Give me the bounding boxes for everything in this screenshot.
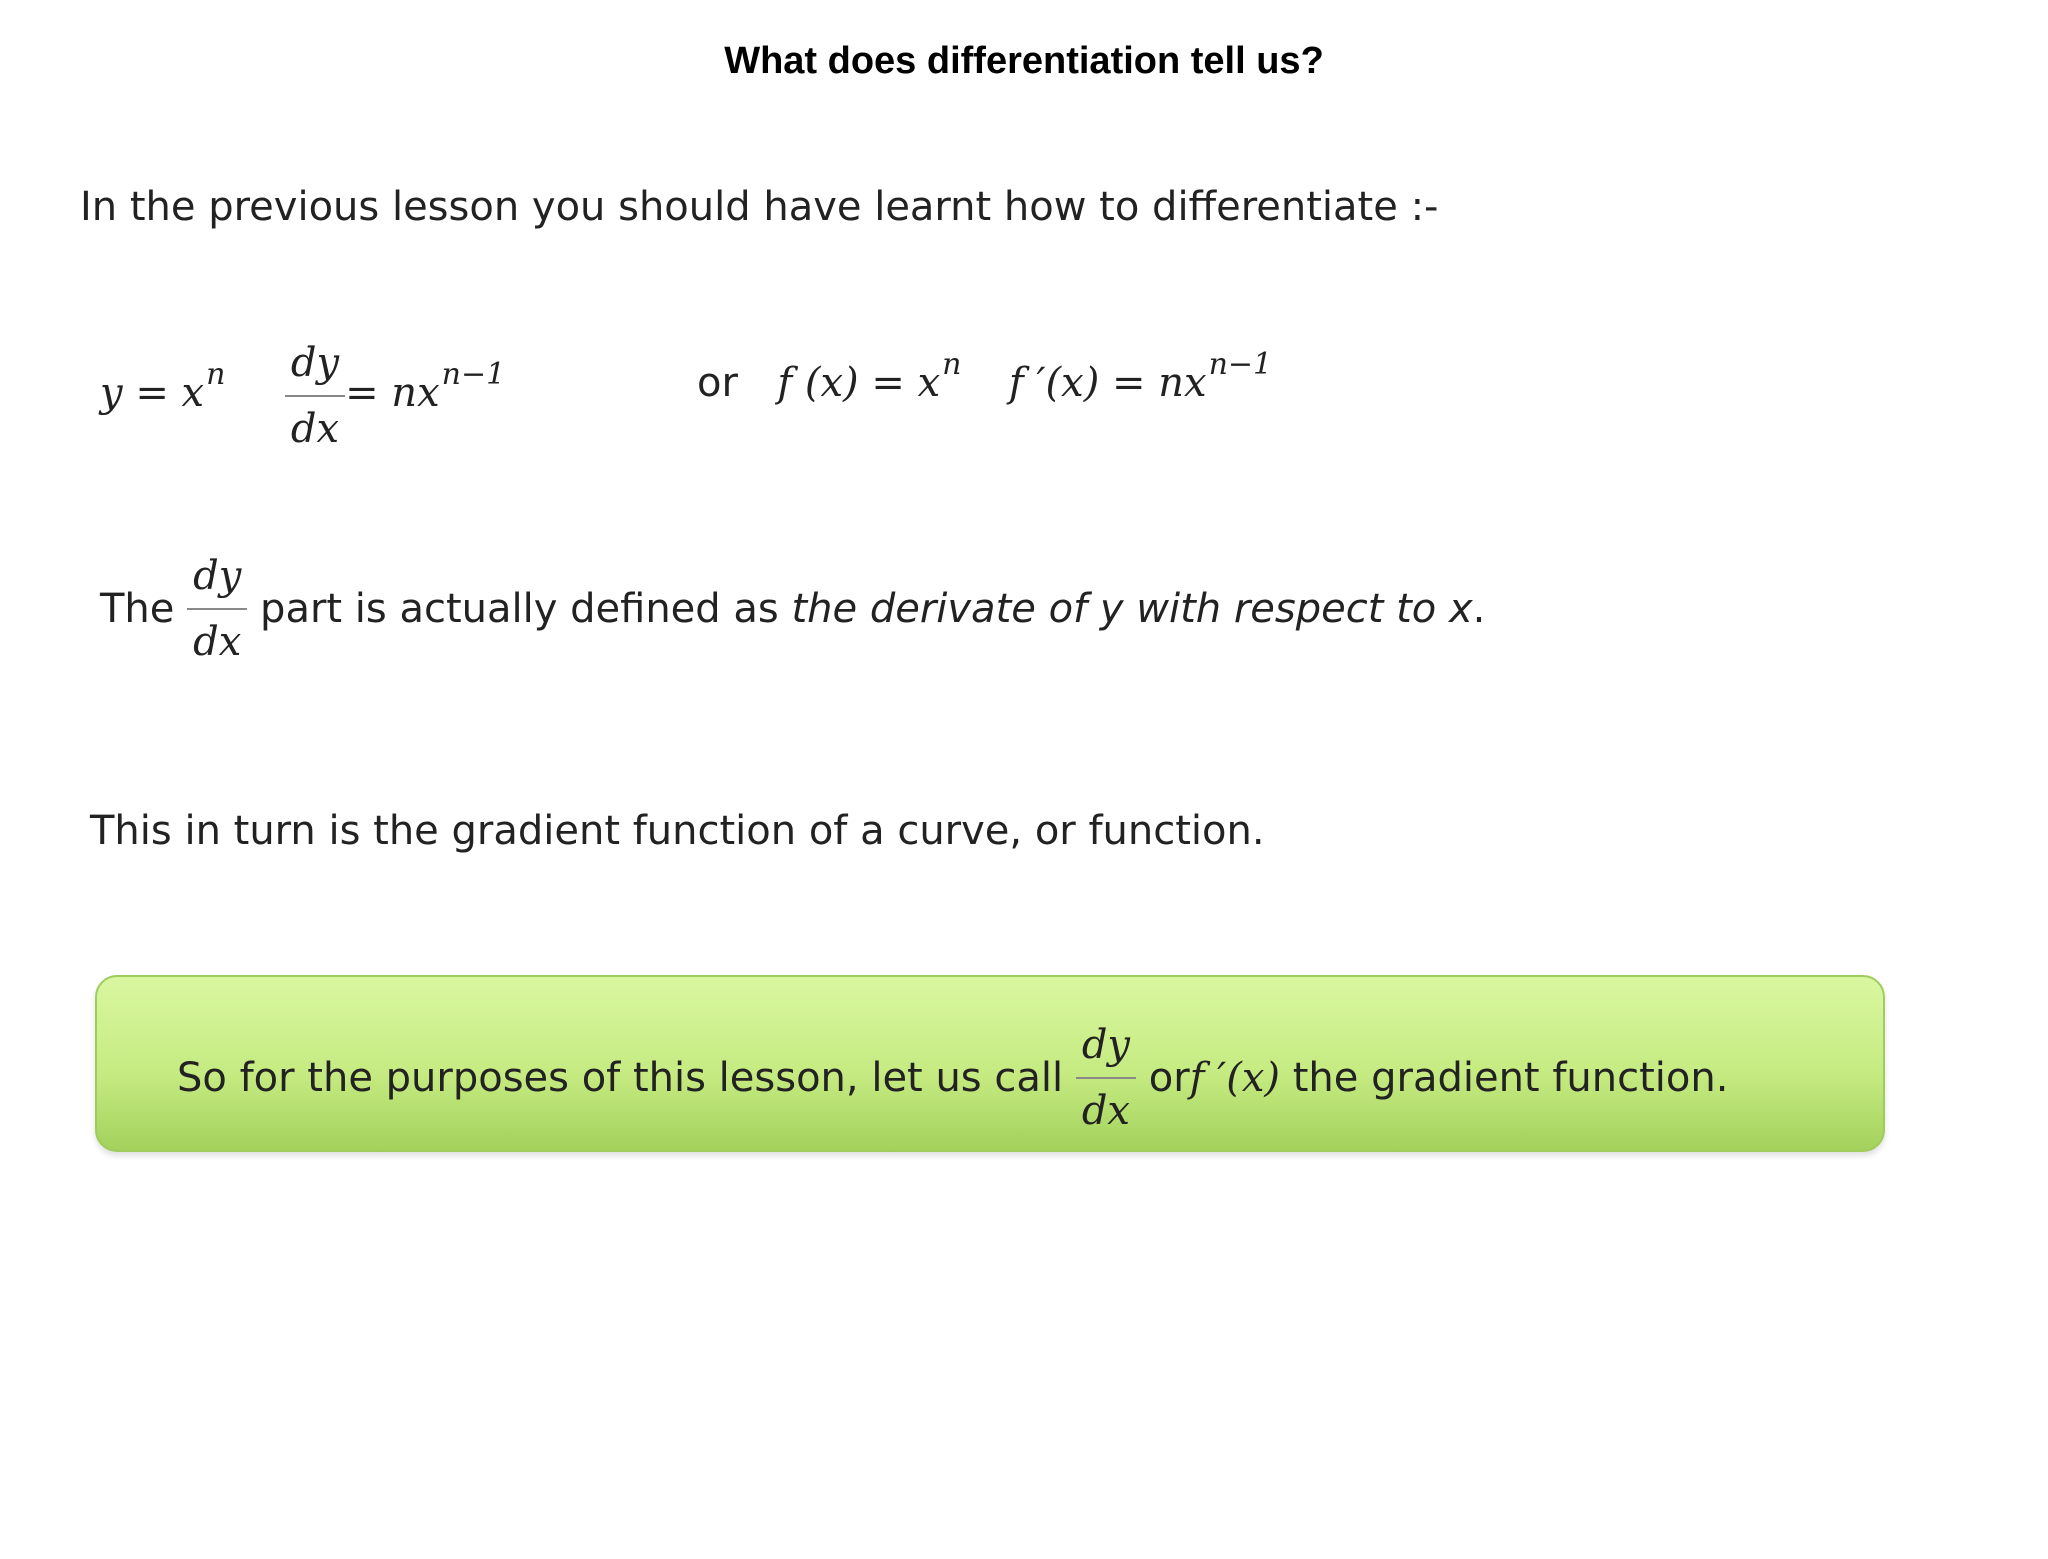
intro-text: In the previous lesson you should have learnt how to differentiate :-: [80, 184, 1439, 230]
formula-power-rule-leibniz: [100, 335, 505, 457]
function-derivative-exponent: n−1: [1208, 347, 1273, 382]
definition-sentence: [100, 548, 1485, 670]
formula-lhs-exponent: n: [206, 357, 226, 392]
fraction-numerator: dy: [290, 340, 340, 386]
callout-tail-text: the gradient function.: [1292, 1055, 1729, 1101]
or-word: or: [697, 360, 738, 406]
function-definition: f (x) = x: [777, 360, 941, 406]
formula-rhs-exponent: n−1: [441, 357, 506, 392]
page-title: What does differentiation tell us?: [724, 40, 1324, 82]
definition-italic-text: the derivate of y with respect to x: [791, 586, 1473, 632]
function-exponent: n: [942, 347, 962, 382]
fraction-bar: [285, 395, 345, 397]
fraction-numerator: dy: [1081, 1022, 1131, 1068]
callout-lead-text: So for the purposes of this lesson, let us call: [177, 1055, 1064, 1101]
callout-f-prime: f ′(x): [1189, 1055, 1281, 1101]
definition-middle-text: part is actually defined as: [260, 586, 779, 632]
fraction-bar: [1076, 1077, 1136, 1079]
fraction-denominator: dx: [290, 406, 340, 452]
definition-the-word: The: [100, 586, 175, 632]
callout-box: [95, 975, 1885, 1152]
callout-or-word: or: [1148, 1055, 1190, 1101]
callout-text: [177, 1017, 1728, 1139]
fraction-numerator: dy: [193, 553, 242, 599]
formula-power-rule-function: [697, 347, 1273, 406]
definition-period: .: [1472, 586, 1486, 632]
function-derivative: f ′(x) = nx: [1008, 360, 1207, 406]
fraction-denominator: dx: [193, 619, 242, 665]
fraction-bar: [187, 608, 247, 610]
dy-dx-fraction: [187, 548, 247, 670]
formula-lhs: y = x: [100, 370, 205, 416]
dy-dx-fraction: [1076, 1017, 1136, 1139]
gradient-function-sentence: This in turn is the gradient function of a curve, or function.: [90, 808, 1265, 854]
dy-dx-fraction: [285, 335, 345, 457]
formula-rhs: = nx: [345, 370, 440, 416]
fraction-denominator: dx: [1081, 1088, 1130, 1134]
